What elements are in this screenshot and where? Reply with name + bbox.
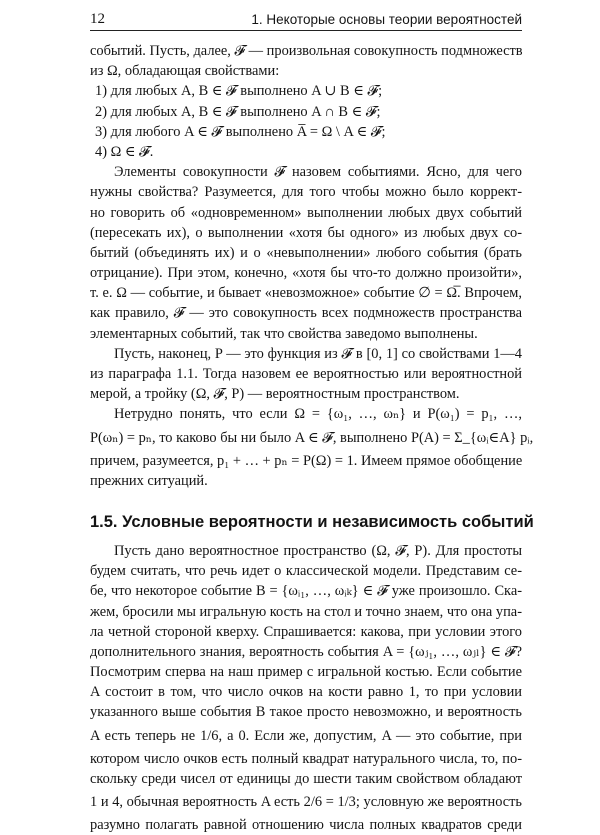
text-line: как правило, 𝓕 — это совокупность всех подмножеств пространства xyxy=(90,305,522,322)
text-line: нужны свойства? Разумеется, для того чтобы можно было коррект- xyxy=(90,184,522,201)
text-line: Пусть, наконец, P — это функция из 𝓕 в [0, 1] со свойствами 1—4 xyxy=(114,345,522,362)
text-line: будем считать, что речь идет о классической модели. Представим се- xyxy=(90,563,522,580)
page-number: 12 xyxy=(90,11,105,27)
text-line: указанного выше события B такое просто невозможно, и вероятность xyxy=(90,704,522,721)
text-line: Нетрудно понять, что если Ω = {ω₁, …, ωₙ} и P(ω₁) = p₁, …, xyxy=(114,406,522,423)
text-line: из параграфа 1.1. Тогда назовем ее вероятностью или вероятностной xyxy=(90,366,522,382)
page-body xyxy=(90,41,534,835)
page-header xyxy=(90,10,522,31)
text-line: A есть теперь не 1/6, а 0. Если же, допустим, A — это событие, при xyxy=(90,727,522,744)
text-line: причем, разумеется, p₁ + … + pₙ = P(Ω) = 1. Имеем прямое обобщение xyxy=(90,452,523,469)
text-line: котором число очков есть полный квадрат натурального числа, то, по- xyxy=(90,750,522,767)
section-heading: 1.5. Условные вероятности и независимость событий xyxy=(90,512,534,531)
text-line: A состоит в том, что число очков на кости равно 1, то при условии xyxy=(90,684,522,701)
list-item: 1) для любых A, B ∈ 𝓕 выполнено A ∪ B ∈ 𝓕; xyxy=(95,83,383,100)
list-item: 3) для любого A ∈ 𝓕 выполнено A̅ = Ω \ A ∈ 𝓕; xyxy=(95,123,386,140)
text-line: жем, бросили мы игральную кость на стол и точно знаем, что она упа- xyxy=(90,603,522,620)
text-line: разумно полагать равной отношению числа полных квадратов среди xyxy=(90,817,522,833)
list-item: 4) Ω ∈ 𝓕. xyxy=(95,143,154,160)
text-line: дополнительного знания, вероятность события A = {ωⱼ₁, …, ωⱼₗ} ∈ 𝓕? xyxy=(90,643,522,660)
text-line: Пусть дано вероятностное пространство (Ω, 𝓕, P). Для простоты xyxy=(114,542,522,559)
text-line: но говорить об «одновременном» выполнении любых двух событий xyxy=(90,204,522,221)
text-line: Посмотрим сперва на наш пример с игральной костью. Если событие xyxy=(90,664,522,681)
text-line: Элементы совокупности 𝓕 назовем событиями. Ясно, для чего xyxy=(114,164,522,181)
text-line: бе, что некоторое событие B = {ωᵢ₁, …, ωᵢₖ} ∈ 𝓕 уже произошло. Ска- xyxy=(90,583,522,600)
text-line: 1 и 4, обычная вероятность A есть 2/6 = 1/3; условную же вероятность xyxy=(90,794,522,810)
text-line: отрицание). При этом, конечно, «хотя бы что-то должно произойти», xyxy=(90,265,522,282)
text-line: P(ωₙ) = pₙ, то каково бы ни было A ∈ 𝓕, выполнено P(A) = Σ_{ωᵢ∈A} pᵢ, xyxy=(90,429,534,446)
text-line: событий. Пусть, далее, 𝓕 — произвольная совокупность подмножеств xyxy=(90,43,523,59)
text-line: т. е. Ω — событие, и бывает «невозможное» событие ∅ = Ω̅. Впрочем, xyxy=(90,285,522,302)
text-line: из Ω, обладающая свойствами: xyxy=(90,63,280,80)
text-line: элементарных событий, так что свойства заведомо выполнены. xyxy=(90,325,478,342)
text-line: скольку среди чисел от единицы до шести таким свойством обладают xyxy=(90,770,522,787)
text-line: (пересекать их), о выполнении «хотя бы одного» из любых двух со- xyxy=(90,224,522,241)
text-line: мерой, а тройку (Ω, 𝓕, P) — вероятностным пространством. xyxy=(90,386,460,403)
text-line: ла четной стороной кверху. Спрашивается: какова, при условии этого xyxy=(90,623,522,640)
chapter-title: 1. Некоторые основы теории вероятностей xyxy=(251,12,522,27)
text-line: прежних ситуаций. xyxy=(90,472,208,489)
text-line: бытий (объединять их) и о «невыполнении» любого события (брать xyxy=(90,244,522,261)
list-item: 2) для любых A, B ∈ 𝓕 выполнено A ∩ B ∈ 𝓕; xyxy=(95,103,381,120)
